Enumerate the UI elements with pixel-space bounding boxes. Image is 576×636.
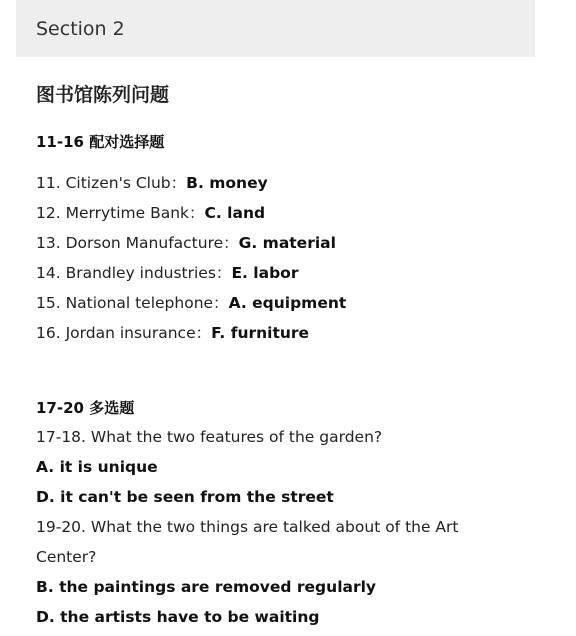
question-19-20-line1: 19-20. What the two things are talked about of the Art [36,518,459,536]
answer-line: B. the paintings are removed regularly [36,578,377,596]
answer-text: F. furniture [211,324,310,342]
question-text: 14. Brandley industries： [36,264,232,282]
answer-text: E. labor [231,264,299,282]
question-text: 13. Dorson Manufacture： [36,234,239,252]
answer-text: A. equipment [228,294,347,312]
answer-line: A. it is unique [36,458,158,476]
question-text: 16. Jordan insurance： [36,324,212,342]
question-text: 11. Citizen's Club： [36,174,187,192]
part1-heading: 11-16 配对选择题 [36,133,165,151]
section-header [16,0,535,57]
question-17-18: 17-18. What the two features of the garden? [36,428,383,446]
answer-text: G. material [238,234,336,252]
answer-line-16 [36,323,309,343]
answer-line-15 [36,293,346,313]
answer-line-13 [36,233,336,253]
answer-text: C. land [204,204,266,222]
answer-line-12 [36,203,265,223]
answer-line-14 [36,263,298,283]
answer-line: D. it can't be seen from the street [36,488,334,506]
answer-line-11 [36,173,268,193]
question-text: 12. Merrytime Bank： [36,204,205,222]
answer-text: B. money [186,174,268,192]
part2-heading: 17-20 多选题 [36,399,135,417]
question-text: 15. National telephone： [36,294,229,312]
question-19-20-line2: Center? [36,548,97,566]
answer-line: D. the artists have to be waiting [36,608,320,626]
page-title: 图书馆陈列问题 [36,84,170,106]
section-label: Section 2 [36,17,125,40]
